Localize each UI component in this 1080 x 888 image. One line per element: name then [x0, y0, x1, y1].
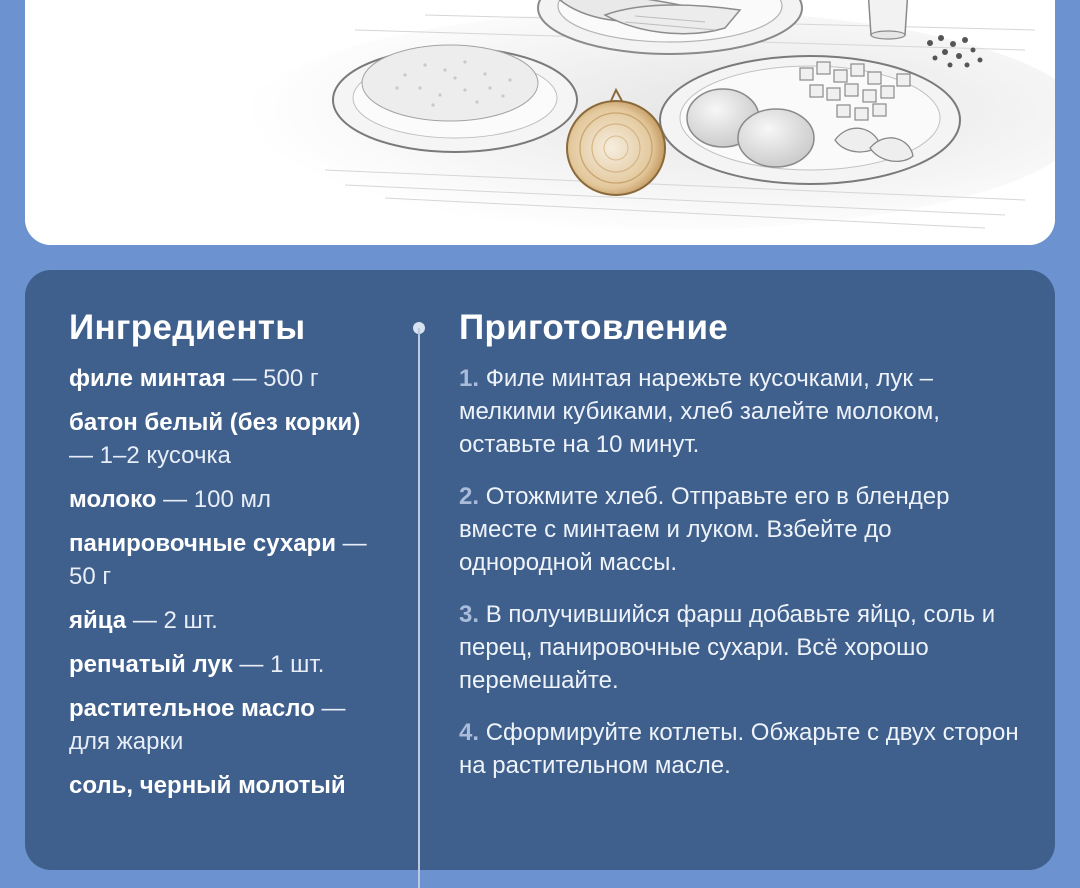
ingredient-amount: для жарки	[69, 728, 184, 755]
ingredient-amount: 500 г	[263, 365, 319, 392]
ingredient-name: репчатый лук	[69, 651, 233, 678]
ingredient-separator: —	[225, 365, 264, 392]
preparation-step	[459, 598, 1019, 697]
ingredient-amount: 50 г	[69, 563, 112, 590]
ingredient-item	[69, 406, 389, 472]
salt-shaker	[868, 0, 908, 39]
column-divider	[418, 328, 420, 888]
step-number: 1.	[459, 365, 480, 392]
ingredient-separator: —	[232, 651, 271, 678]
ingredient-item	[69, 648, 389, 681]
ingredient-item	[69, 604, 389, 637]
ingredient-item	[69, 527, 389, 593]
ingredient-separator: —	[314, 695, 346, 722]
ingredient-separator: —	[126, 607, 164, 634]
ingredient-name: молоко	[69, 486, 157, 513]
preparation-title: Приготовление	[459, 308, 729, 347]
ingredient-amount: 1 шт.	[270, 651, 325, 678]
ingredient-item	[69, 483, 389, 516]
ingredients-illustration	[25, 0, 1055, 245]
preparation-steps	[459, 362, 1019, 782]
ingredient-name: растительное масло	[69, 695, 315, 722]
ingredient-item	[69, 362, 389, 395]
step-number: 2.	[459, 483, 480, 510]
eggs-plate	[660, 56, 960, 184]
ingredient-name: соль, черный молотый	[69, 772, 346, 799]
step-text: Отожмите хлеб. Отправьте его в блендер вместе с минтаем и луком. Взбейте до однородной массы.	[459, 483, 950, 576]
ingredient-amount: 100 мл	[193, 486, 272, 513]
preparation-step	[459, 716, 1019, 782]
step-text: Филе минтая нарежьте кусочками, лук – мелкими кубиками, хлеб залейте молоком, оставьте на 10 минут.	[459, 365, 940, 458]
ingredient-amount: 2 шт.	[163, 607, 218, 634]
ingredients-list	[69, 362, 389, 802]
ingredient-name: панировочные сухари	[69, 530, 336, 557]
ingredient-item	[69, 692, 389, 758]
ingredient-amount: 1–2 кусочка	[99, 442, 231, 469]
preparation-step	[459, 362, 1019, 461]
ingredient-separator: —	[335, 530, 367, 557]
step-number: 3.	[459, 601, 480, 628]
ingredient-item	[69, 769, 389, 802]
ingredients-title: Ингредиенты	[69, 308, 306, 347]
ingredient-name: яйца	[69, 607, 127, 634]
preparation-step	[459, 480, 1019, 579]
ingredients-column	[69, 308, 389, 813]
ingredient-name: филе минтая	[69, 365, 226, 392]
recipe-card	[25, 270, 1055, 870]
step-text: Сформируйте котлеты. Обжарьте с двух сторон на растительном масле.	[459, 719, 1019, 779]
preparation-column	[459, 308, 1019, 801]
ingredient-separator: —	[69, 442, 100, 469]
step-number: 4.	[459, 719, 480, 746]
step-text: В получившийся фарш добавьте яйцо, соль и перец, панировочные сухари. Всё хорошо перемешайте.	[459, 601, 996, 694]
ingredient-separator: —	[156, 486, 194, 513]
ingredient-name: батон белый (без корки)	[69, 409, 361, 436]
illustration-card	[25, 0, 1055, 245]
